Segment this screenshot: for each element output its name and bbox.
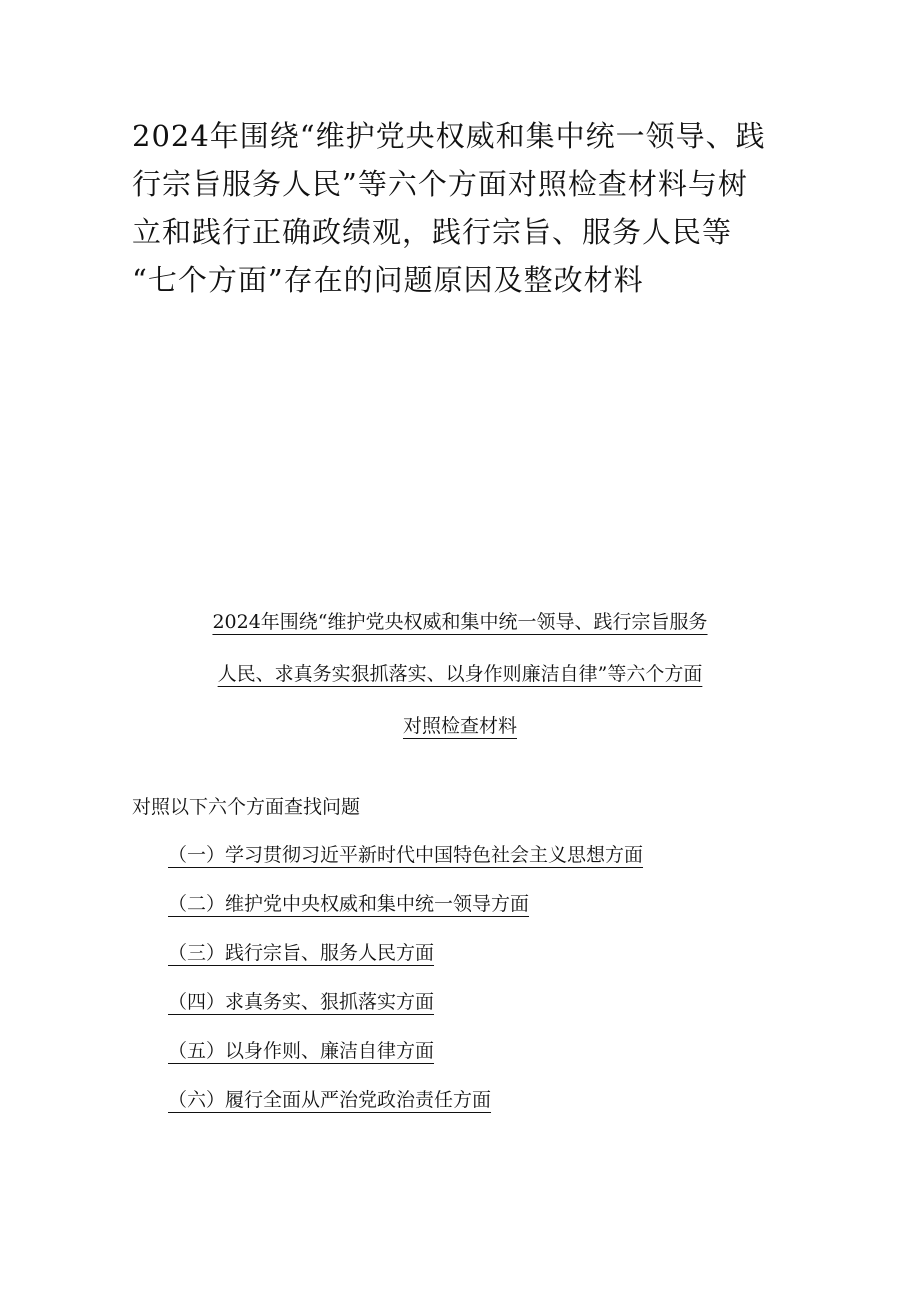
main-title-line: 行宗旨服务人民”等六个方面对照检查材料与树 <box>132 167 748 201</box>
sub-title-line <box>130 700 790 752</box>
sub-title-text: 人民、求真务实狠抓落实、以身作则廉洁自律”等六个方面 <box>217 663 703 685</box>
sub-title-text: 2024年围绕“维护党央权威和集中统一领导、践行宗旨服务 <box>212 611 708 633</box>
sub-title <box>130 596 790 752</box>
sub-title-line <box>130 596 790 648</box>
aspect-item <box>168 1085 643 1134</box>
main-title-line: 2024年围绕“维护党央权威和集中统一领导、践 <box>132 119 766 153</box>
aspect-item-text: （六）履行全面从严治党政治责任方面 <box>168 1089 492 1111</box>
main-title-line: 立和践行正确政绩观，践行宗旨、服务人民等 <box>132 215 733 249</box>
aspect-item-text: （二）维护党中央权威和集中统一领导方面 <box>168 893 530 915</box>
intro-text: 对照以下六个方面查找问题 <box>132 796 361 818</box>
aspect-item <box>168 889 643 938</box>
aspect-list <box>168 840 643 1134</box>
sub-title-line <box>130 648 790 700</box>
aspect-item <box>168 840 643 889</box>
aspect-item-text: （一）学习贯彻习近平新时代中国特色社会主义思想方面 <box>168 844 644 866</box>
aspect-item <box>168 987 643 1036</box>
aspect-item <box>168 938 643 987</box>
aspect-item <box>168 1036 643 1085</box>
aspect-item-text: （四）求真务实、狠抓落实方面 <box>168 991 435 1013</box>
main-title-line: “七个方面”存在的问题原因及整改材料 <box>132 263 644 297</box>
sub-title-text: 对照检查材料 <box>402 715 517 737</box>
aspect-item-text: （三）践行宗旨、服务人民方面 <box>168 942 435 964</box>
aspect-item-text: （五）以身作则、廉洁自律方面 <box>168 1040 435 1062</box>
main-title <box>132 112 812 304</box>
